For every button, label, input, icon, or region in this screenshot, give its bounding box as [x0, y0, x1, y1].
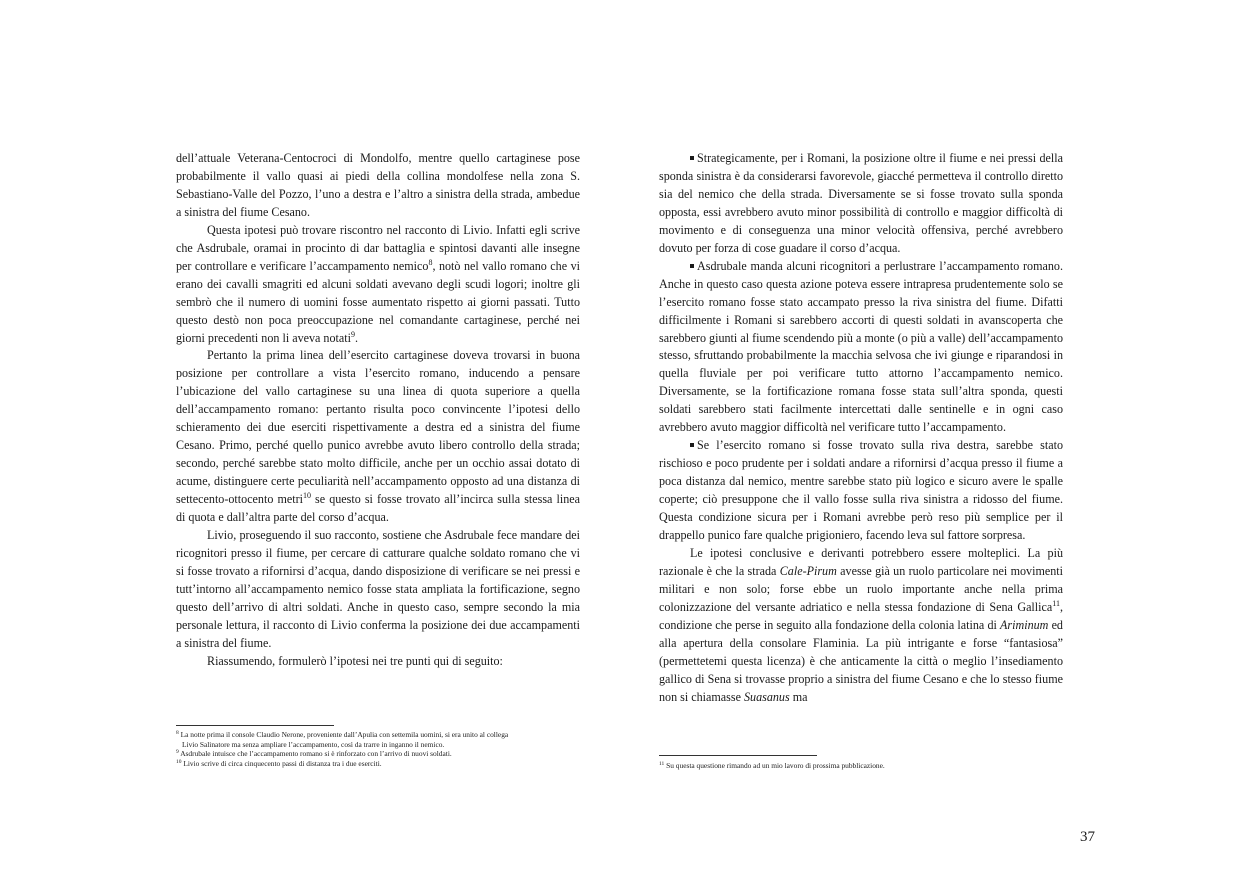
left-column [176, 150, 580, 671]
paragraph: Le ipotesi conclusive e derivanti potrebbero essere molteplici. La più razionale è che la strada Cale-Pirum avesse già un ruolo particolare nei movimenti militari e non solo; forse ebbe un ruolo importante anche nella prima colonizzazione del versante adriatico e nella stessa fondazione di Sena Gallica$^{11}$, condizione che perse in seguito alla fondazione della colonia latina di Ariminum ed alla apertura della consolare Flaminia. La più intrigante e forse “fantasiosa” (permettetemi questa licenza) è che anticamente la città o meglio l’insediamento gallico di Sena si trovasse proprio a sinistra del fiume Cesano e che lo stesso fiume non si chiamasse Suasanus ma [659, 545, 1063, 704]
bullet-paragraph: Strategicamente, per i Romani, la posizione oltre il fiume e nei pressi della sponda sinistra è da considerarsi favorevole, giacché permetteva il controllo diretto sia del nemico che della strada. Diversamente se si fosse trovato sulla sponda opposta, essi avrebbero avuto minor possibilità di controllo e maggior difficoltà di movimento e di conseguenza una minor velocità offensiva, perché avrebbero dovuto per forza di cose guadare il corso d’acqua. [659, 151, 1063, 255]
footnote: $^8$ La notte prima il console Claudio Nerone, proveniente dall’Apulia con settemila uomini, si era unito al collega Livio Salinatore ma senza ampliare l’accampamento, così da trarre in inganno il nemico. [176, 730, 509, 749]
paragraph: Livio, proseguendo il suo racconto, sostiene che Asdrubale fece mandare dei ricognitori presso il fiume, per cercare di catturare qualche soldato romano che vi si fosse trovato a rifornirsi d’acqua, dando disposizione di verificare se nei pressi e tutt’intorno all’accampamento nemico fosse stata ampliata la fortificazione, segno questo dell’arrivo di altri soldati. Anche in questo caso, sempre secondo la mia personale lettura, il racconto di Livio conferma la posizione dei due accampamenti a sinistra del fiume. [176, 528, 580, 650]
footnote: $^9$ Asdrubale intuisce che l’accampamento romano si è rinforzato con l’arrivo di nuovi soldati. [176, 749, 452, 759]
bullet-paragraph: Se l’esercito romano si fosse trovato sulla riva destra, sarebbe stato rischioso e poco prudente per i soldati andare a rifornirsi d’acqua presso il fiume a poca distanza dal nemico, mentre sarebbe stato più logico e sicuro avere le spalle coperte; ciò presuppone che il vallo fosse sulla riva sinistra a ridosso del fiume. Questa condizione sicura per i Romani avrebbe però reso più semplice per il drappello punico fare qualche prigioniero, facendo leva sul fattore sorpresa. [659, 438, 1063, 543]
paragraph: Riassumendo, formulerò l’ipotesi nei tre punti qui di seguito: [207, 653, 503, 668]
footnote: $^{11}$ Su questa questione rimando ad un mio lavoro di prossima pubblicazione. [659, 761, 885, 770]
footnote: $^{10}$ Livio scrive di circa cinquecento passi di distanza tra i due eserciti. [176, 758, 382, 768]
square-bullet-icon [690, 156, 694, 160]
footnote-divider [176, 725, 334, 726]
page-number: 37 [1080, 829, 1095, 845]
right-column [659, 150, 1063, 707]
footnotes-left [176, 730, 580, 768]
footnote-ref[interactable]: 9 [350, 329, 355, 339]
footnote-ref[interactable]: 8 [428, 257, 433, 267]
square-bullet-icon [690, 264, 694, 268]
footnote-ref[interactable]: 11 [1052, 598, 1060, 608]
square-bullet-icon [690, 443, 694, 447]
footnote-ref[interactable]: 10 [302, 491, 311, 501]
paragraph: dell’attuale Veterana-Centocroci di Mondolfo, mentre quello cartaginese pose probabilmente il vallo quasi ai piedi della collina mondolfese nella zona S. Sebastiano-Valle del Pozzo, l’uno a destra e l’altro a sinistra della strada, ambedue a sinistra del fiume Cesano. [176, 151, 580, 219]
paragraph: Questa ipotesi può trovare riscontro nel racconto di Livio. Infatti egli scrive che Asdrubale, oramai in procinto di dar battaglia e spintosi davanti alle insegne per controllare e verificare l’accampamento nemico$^8$, notò nel vallo romano che vi erano dei cavalli smagriti ed alcuni soldati avevano degli scudi logori; inoltre gli sembrò che il numero di uomini fosse aumentato rispetto ai giorni passati. Tutto questo destò non poca preoccupazione nel comandante cartaginese, perché nei giorni precedenti non li aveva notati$^9$. [176, 222, 580, 345]
bullet-paragraph: Asdrubale manda alcuni ricognitori a perlustrare l’accampamento romano. Anche in questo caso questa azione poteva essere intrapresa prudentemente solo se l’esercito romano fosse stato accampato presso la riva sinistra del fiume. Difatti difficilmente i Romani si sarebbero accorti di questi soldati in avanscoperta che sarebbero giunti al fiume scendendo più a monte (o più a valle) dell’accampamento stesso, sfruttando probabilmente la macchia selvosa che ivi giunge e riparandosi in quella fluviale per poi verificare tutto attorno l’accampamento nemico. Diversamente, se la fortificazione romana fosse stata sull’altra sponda, questi soldati sarebbero stati facilmente intercettati dalle sentinelle e in ogni caso avrebbero avuto maggior difficoltà nel verificare tutto l’accampamento. [659, 258, 1063, 435]
footnotes-right [659, 761, 1063, 771]
footnote-divider [659, 755, 817, 756]
paragraph: Pertanto la prima linea dell’esercito cartaginese doveva trovarsi in buona posizione per controllare a vista l’esercito romano, inducendo a pensare l’ubicazione del vallo cartaginese su una linea di quota superiore a quella dell’accampamento romano: pertanto risulta poco convincente l’ipotesi dello schieramento dei due eserciti rispettivamente a destra ed a sinistra del fiume Cesano. Primo, perché quello punico avrebbe avuto libero controllo della strada; secondo, perché sarebbe stato molto difficile, anche per un occhio assai dotato di acume, distinguere certe peculiarità nell’accampamento opposto ad una distanza di settecento-ottocento metri$^{10}$ se questo si fosse trovato all’incirca sulla stessa linea di quota e dall’altra parte del corso d’acqua. [176, 348, 581, 525]
